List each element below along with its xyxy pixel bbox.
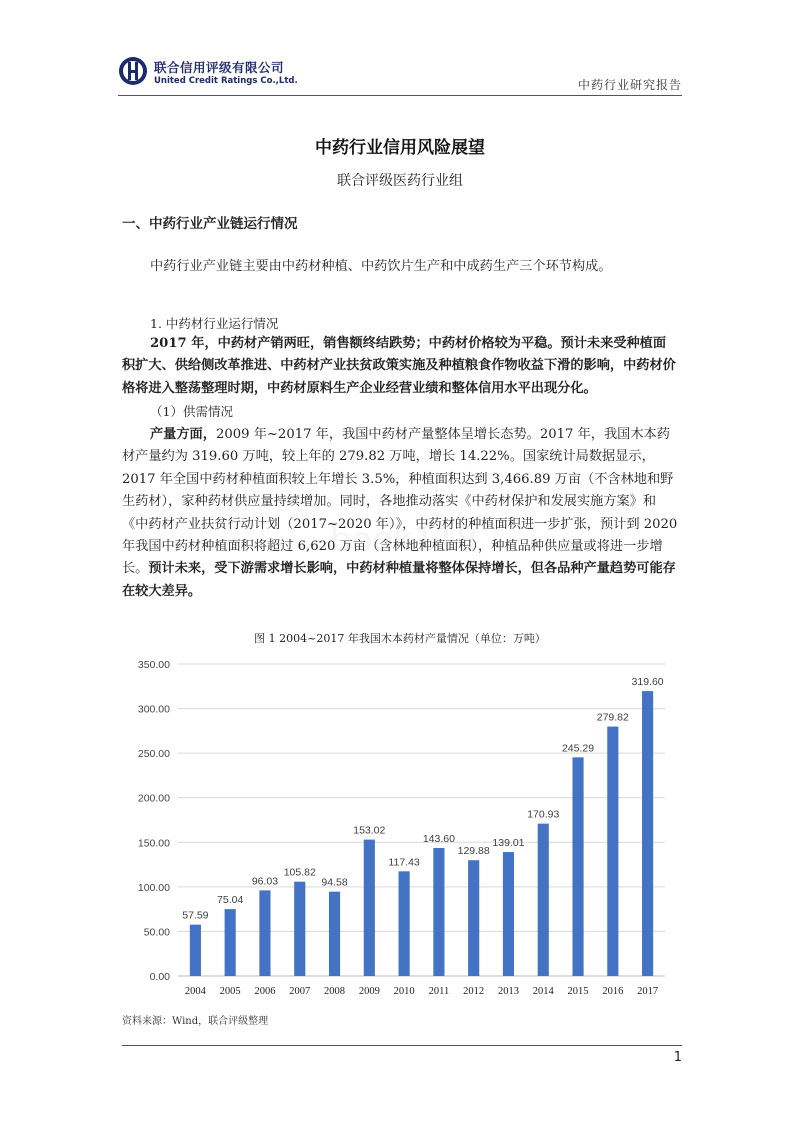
bar-2014	[538, 824, 549, 976]
intro-paragraph: 中药行业产业链主要由中药材种植、中药饮片生产和中成药生产三个环节构成。	[150, 259, 612, 274]
bar-2012	[468, 860, 479, 976]
x-tick-label: 2017	[637, 986, 659, 997]
y-tick-label: 0.00	[149, 971, 170, 983]
report-type: 中药行业研究报告	[577, 78, 682, 92]
watermark	[330, 520, 478, 560]
y-tick-label: 200.00	[137, 792, 170, 805]
company-logo-icon	[118, 56, 148, 86]
bar-2017	[642, 691, 653, 976]
data-label: 153.02	[353, 824, 386, 837]
data-label: 75.04	[217, 894, 244, 907]
supply-demand-heading: （1）供需情况	[150, 404, 233, 419]
x-tick-label: 2005	[219, 986, 241, 997]
data-label: 143.60	[422, 832, 455, 845]
y-tick-label: 50.00	[143, 926, 170, 939]
supply-body: 2009 年~2017 年，我国中药材产量整体呈增长态势。2017 年，我国木本药材产量约为 319.60 万吨，较上年的 279.82 万吨，增长 14.22%。国家统计局数据显示，2017 年全国中药材种植面积较上年增长 3.5%，种植面积达到 3,466.89 万亩（不含林地和野生药材），家种药材供应量持续增加。同时，各地推动落实《中药材保护和发展实施方案》和《中药材产业扶贫行动计划（2017~2020 年）》，中药材的种植面积进一步扩张，预计到 2020 年我国中药材种植面积将超过 6,620 万亩（含林地种植面积），种植品种供应量或将进一步增长。	[122, 427, 678, 577]
y-tick-label: 300.00	[137, 703, 170, 716]
x-tick-label: 2012	[463, 986, 485, 997]
bar-2009	[364, 840, 375, 976]
data-label: 279.82	[596, 711, 629, 724]
page-title: 中药行业信用风险展望	[315, 138, 485, 158]
bar-chart	[120, 650, 680, 1000]
figure-caption: 图 1 2004~2017 年我国木本药材产量情况（单位：万吨）	[254, 632, 546, 645]
y-tick-label: 150.00	[137, 837, 170, 850]
bar-2011	[433, 848, 444, 976]
company-name-en: United Credit Ratings Co.,Ltd.	[154, 76, 298, 86]
company-name-cn: 联合信用评级有限公司	[154, 60, 285, 75]
data-label: 117.43	[388, 856, 420, 869]
supply-lead: 产量方面，	[150, 427, 216, 442]
page-header	[118, 52, 682, 96]
x-tick-label: 2007	[289, 986, 311, 997]
y-tick-label: 250.00	[137, 748, 170, 761]
bar-2016	[607, 727, 618, 976]
bar-2013	[503, 852, 514, 976]
bar-2006	[259, 890, 270, 976]
supply-tail: 预计未来，受下游需求增长影响，中药材种植量将整体保持增长，但各品种产量趋势可能存在较大差异。	[122, 561, 676, 599]
y-tick-label: 350.00	[137, 659, 170, 671]
bar-2007	[294, 882, 305, 976]
bar-2015	[572, 757, 583, 976]
data-label: 245.29	[561, 742, 595, 755]
source-note: 资料来源：Wind，联合评级整理	[122, 1016, 269, 1027]
x-tick-label: 2011	[428, 986, 450, 997]
x-tick-label: 2013	[497, 986, 519, 997]
page-subtitle: 联合评级医药行业组	[337, 173, 463, 189]
x-tick-label: 2009	[358, 986, 380, 997]
x-tick-label: 2008	[324, 986, 346, 997]
bar-2008	[329, 892, 340, 976]
footer-divider	[122, 1045, 682, 1046]
x-tick-label: 2015	[567, 986, 589, 997]
bar-2004	[190, 925, 201, 976]
data-label: 129.88	[457, 845, 490, 858]
header-divider	[118, 95, 682, 96]
x-tick-label: 2006	[254, 986, 276, 997]
section-heading: 一、中药行业产业链运行情况	[122, 216, 298, 232]
data-label: 139.01	[492, 837, 525, 850]
page-number: 1	[673, 1050, 682, 1065]
x-tick-label: 2014	[532, 986, 554, 997]
x-tick-label: 2004	[184, 986, 206, 997]
data-label: 170.93	[527, 808, 560, 821]
data-label: 96.03	[251, 875, 279, 888]
x-tick-label: 2016	[602, 986, 624, 997]
y-tick-label: 100.00	[137, 881, 170, 894]
data-label: 105.82	[283, 866, 316, 879]
data-label: 94.58	[321, 876, 348, 889]
bar-2010	[399, 871, 410, 976]
subsection-heading: 1. 中药材行业运行情况	[150, 316, 279, 331]
bar-2005	[225, 909, 236, 976]
data-label: 319.60	[631, 676, 664, 689]
data-label: 57.59	[182, 909, 209, 922]
x-tick-label: 2010	[393, 986, 415, 997]
summary-paragraph: 2017 年，中药材产销两旺，销售额终结跌势；中药材价格较为平稳。预计未来受种植面积扩大、供给侧改革推进、中药材产业扶贫政策实施及种植粮食作物收益下滑的影响，中药材价格将进入整荡整理时期，中药材原料生产企业经营业绩和整体信用水平出现分化。	[122, 336, 676, 396]
supply-paragraph	[122, 424, 678, 603]
